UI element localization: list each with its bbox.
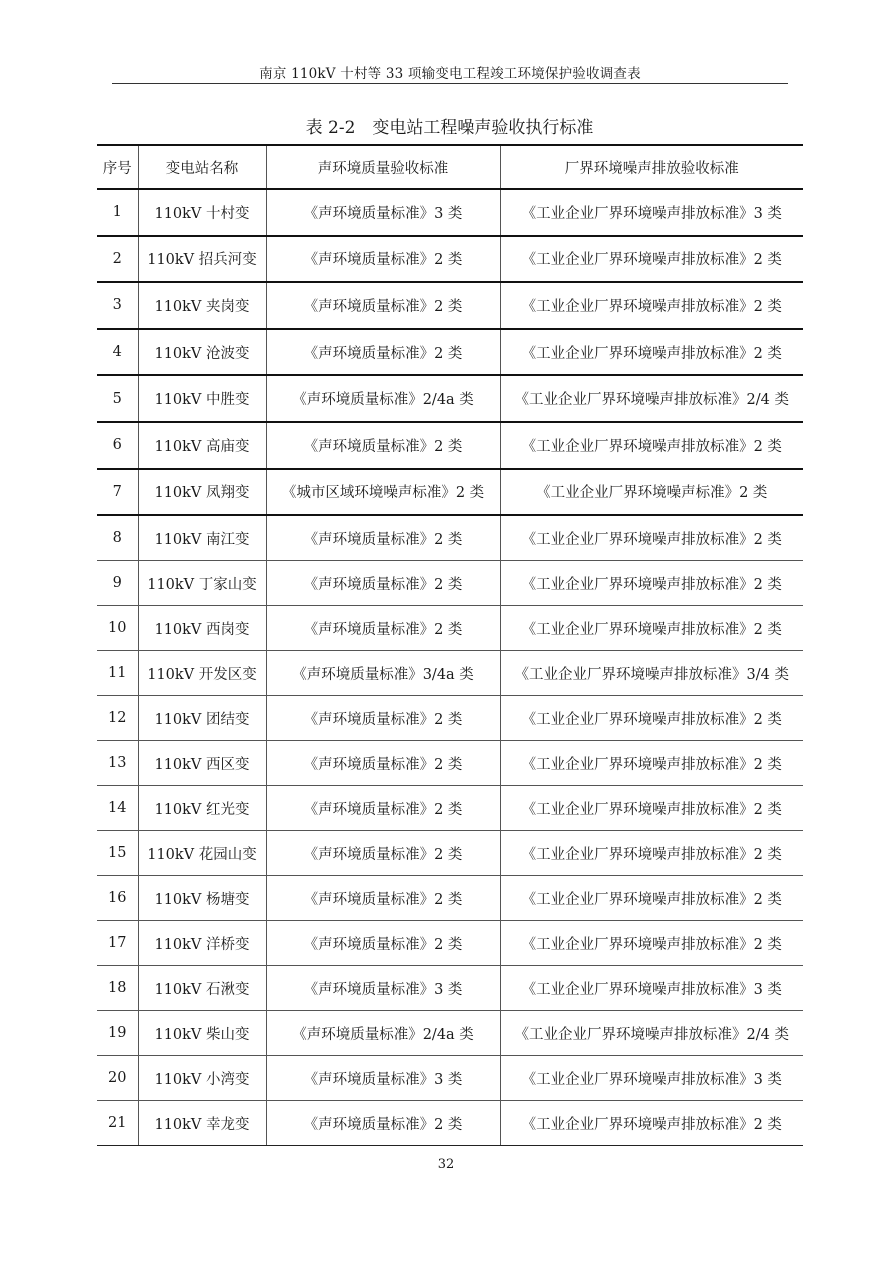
cell-index: 7 xyxy=(97,469,138,516)
noise-standards-table xyxy=(97,144,803,1146)
cell-boundary-standard: 《工业企业厂界环境噪声标准》2 类 xyxy=(500,469,803,516)
cell-index: 8 xyxy=(97,515,138,561)
cell-index: 14 xyxy=(97,786,138,831)
table-row xyxy=(97,606,803,651)
table-row xyxy=(97,329,803,376)
cell-boundary-standard: 《工业企业厂界环境噪声排放标准》2 类 xyxy=(500,561,803,606)
cell-acoustic-standard: 《声环境质量标准》2 类 xyxy=(266,831,500,876)
cell-substation-name: 110kV 凤翔变 xyxy=(138,469,266,516)
cell-index: 11 xyxy=(97,651,138,696)
cell-boundary-standard: 《工业企业厂界环境噪声排放标准》2 类 xyxy=(500,876,803,921)
cell-substation-name: 110kV 杨塘变 xyxy=(138,876,266,921)
cell-index: 20 xyxy=(97,1056,138,1101)
cell-acoustic-standard: 《声环境质量标准》2 类 xyxy=(266,786,500,831)
table-row xyxy=(97,1056,803,1101)
cell-boundary-standard: 《工业企业厂界环境噪声排放标准》2/4 类 xyxy=(500,1011,803,1056)
table-header-row xyxy=(97,145,803,189)
cell-substation-name: 110kV 西区变 xyxy=(138,741,266,786)
cell-index: 9 xyxy=(97,561,138,606)
column-header-substation: 变电站名称 xyxy=(138,145,266,189)
cell-substation-name: 110kV 招兵河变 xyxy=(138,236,266,283)
cell-boundary-standard: 《工业企业厂界环境噪声排放标准》2 类 xyxy=(500,236,803,283)
cell-acoustic-standard: 《声环境质量标准》2 类 xyxy=(266,422,500,469)
cell-boundary-standard: 《工业企业厂界环境噪声排放标准》2 类 xyxy=(500,741,803,786)
cell-acoustic-standard: 《声环境质量标准》3 类 xyxy=(266,966,500,1011)
cell-substation-name: 110kV 柴山变 xyxy=(138,1011,266,1056)
cell-acoustic-standard: 《声环境质量标准》2 类 xyxy=(266,876,500,921)
cell-acoustic-standard: 《声环境质量标准》2 类 xyxy=(266,1101,500,1146)
table-row xyxy=(97,966,803,1011)
cell-substation-name: 110kV 南江变 xyxy=(138,515,266,561)
cell-index: 19 xyxy=(97,1011,138,1056)
table-row xyxy=(97,831,803,876)
table-row xyxy=(97,651,803,696)
cell-index: 16 xyxy=(97,876,138,921)
cell-acoustic-standard: 《声环境质量标准》2 类 xyxy=(266,696,500,741)
cell-acoustic-standard: 《声环境质量标准》2 类 xyxy=(266,606,500,651)
cell-index: 2 xyxy=(97,236,138,283)
cell-index: 15 xyxy=(97,831,138,876)
column-header-index: 序号 xyxy=(97,145,138,189)
cell-index: 21 xyxy=(97,1101,138,1146)
cell-substation-name: 110kV 丁家山变 xyxy=(138,561,266,606)
table-row xyxy=(97,741,803,786)
cell-acoustic-standard: 《声环境质量标准》2 类 xyxy=(266,921,500,966)
cell-index: 12 xyxy=(97,696,138,741)
page-number: 32 xyxy=(437,1157,455,1172)
cell-acoustic-standard: 《声环境质量标准》3 类 xyxy=(266,1056,500,1101)
cell-substation-name: 110kV 十村变 xyxy=(138,189,266,236)
cell-substation-name: 110kV 西岗变 xyxy=(138,606,266,651)
cell-substation-name: 110kV 团结变 xyxy=(138,696,266,741)
cell-boundary-standard: 《工业企业厂界环境噪声排放标准》2 类 xyxy=(500,282,803,329)
cell-acoustic-standard: 《声环境质量标准》2 类 xyxy=(266,741,500,786)
cell-index: 3 xyxy=(97,282,138,329)
cell-boundary-standard: 《工业企业厂界环境噪声排放标准》2 类 xyxy=(500,831,803,876)
table-row xyxy=(97,422,803,469)
table-row xyxy=(97,1101,803,1146)
cell-substation-name: 110kV 洋桥变 xyxy=(138,921,266,966)
cell-boundary-standard: 《工业企业厂界环境噪声排放标准》2/4 类 xyxy=(500,375,803,422)
column-header-acoustic-standard: 声环境质量验收标准 xyxy=(266,145,500,189)
table-row xyxy=(97,921,803,966)
cell-acoustic-standard: 《声环境质量标准》2 类 xyxy=(266,236,500,283)
cell-substation-name: 110kV 开发区变 xyxy=(138,651,266,696)
column-header-boundary-standard: 厂界环境噪声排放验收标准 xyxy=(500,145,803,189)
cell-boundary-standard: 《工业企业厂界环境噪声排放标准》2 类 xyxy=(500,606,803,651)
cell-acoustic-standard: 《声环境质量标准》2 类 xyxy=(266,515,500,561)
table-row xyxy=(97,189,803,236)
cell-boundary-standard: 《工业企业厂界环境噪声排放标准》2 类 xyxy=(500,921,803,966)
cell-substation-name: 110kV 高庙变 xyxy=(138,422,266,469)
cell-boundary-standard: 《工业企业厂界环境噪声排放标准》2 类 xyxy=(500,515,803,561)
cell-substation-name: 110kV 幸龙变 xyxy=(138,1101,266,1146)
running-header: 南京 110kV 十村等 33 项输变电工程竣工环境保护验收调查表 xyxy=(259,66,641,82)
cell-substation-name: 110kV 沧波变 xyxy=(138,329,266,376)
cell-boundary-standard: 《工业企业厂界环境噪声排放标准》2 类 xyxy=(500,1101,803,1146)
cell-acoustic-standard: 《声环境质量标准》3/4a 类 xyxy=(266,651,500,696)
table-row xyxy=(97,236,803,283)
cell-boundary-standard: 《工业企业厂界环境噪声排放标准》3 类 xyxy=(500,1056,803,1101)
cell-acoustic-standard: 《声环境质量标准》2/4a 类 xyxy=(266,375,500,422)
cell-boundary-standard: 《工业企业厂界环境噪声排放标准》2 类 xyxy=(500,329,803,376)
table-caption: 表 2-2 变电站工程噪声验收执行标准 xyxy=(305,118,594,138)
cell-boundary-standard: 《工业企业厂界环境噪声排放标准》2 类 xyxy=(500,696,803,741)
cell-index: 17 xyxy=(97,921,138,966)
header-divider xyxy=(112,83,788,84)
cell-substation-name: 110kV 花园山变 xyxy=(138,831,266,876)
cell-acoustic-standard: 《声环境质量标准》3 类 xyxy=(266,189,500,236)
cell-substation-name: 110kV 小湾变 xyxy=(138,1056,266,1101)
cell-index: 4 xyxy=(97,329,138,376)
cell-substation-name: 110kV 夹岗变 xyxy=(138,282,266,329)
cell-boundary-standard: 《工业企业厂界环境噪声排放标准》3 类 xyxy=(500,189,803,236)
cell-index: 13 xyxy=(97,741,138,786)
table-row xyxy=(97,696,803,741)
cell-boundary-standard: 《工业企业厂界环境噪声排放标准》2 类 xyxy=(500,786,803,831)
table-row xyxy=(97,469,803,516)
table-body xyxy=(97,189,803,1146)
cell-boundary-standard: 《工业企业厂界环境噪声排放标准》3 类 xyxy=(500,966,803,1011)
cell-acoustic-standard: 《声环境质量标准》2/4a 类 xyxy=(266,1011,500,1056)
table-row xyxy=(97,876,803,921)
cell-index: 10 xyxy=(97,606,138,651)
cell-boundary-standard: 《工业企业厂界环境噪声排放标准》3/4 类 xyxy=(500,651,803,696)
cell-acoustic-standard: 《城市区域环境噪声标准》2 类 xyxy=(266,469,500,516)
cell-acoustic-standard: 《声环境质量标准》2 类 xyxy=(266,329,500,376)
cell-index: 18 xyxy=(97,966,138,1011)
table-row xyxy=(97,282,803,329)
cell-boundary-standard: 《工业企业厂界环境噪声排放标准》2 类 xyxy=(500,422,803,469)
cell-acoustic-standard: 《声环境质量标准》2 类 xyxy=(266,561,500,606)
cell-substation-name: 110kV 中胜变 xyxy=(138,375,266,422)
table-row xyxy=(97,515,803,561)
table-row xyxy=(97,375,803,422)
table-row xyxy=(97,786,803,831)
cell-acoustic-standard: 《声环境质量标准》2 类 xyxy=(266,282,500,329)
cell-index: 6 xyxy=(97,422,138,469)
cell-index: 1 xyxy=(97,189,138,236)
cell-substation-name: 110kV 红光变 xyxy=(138,786,266,831)
cell-substation-name: 110kV 石湫变 xyxy=(138,966,266,1011)
cell-index: 5 xyxy=(97,375,138,422)
table-row xyxy=(97,1011,803,1056)
table-row xyxy=(97,561,803,606)
